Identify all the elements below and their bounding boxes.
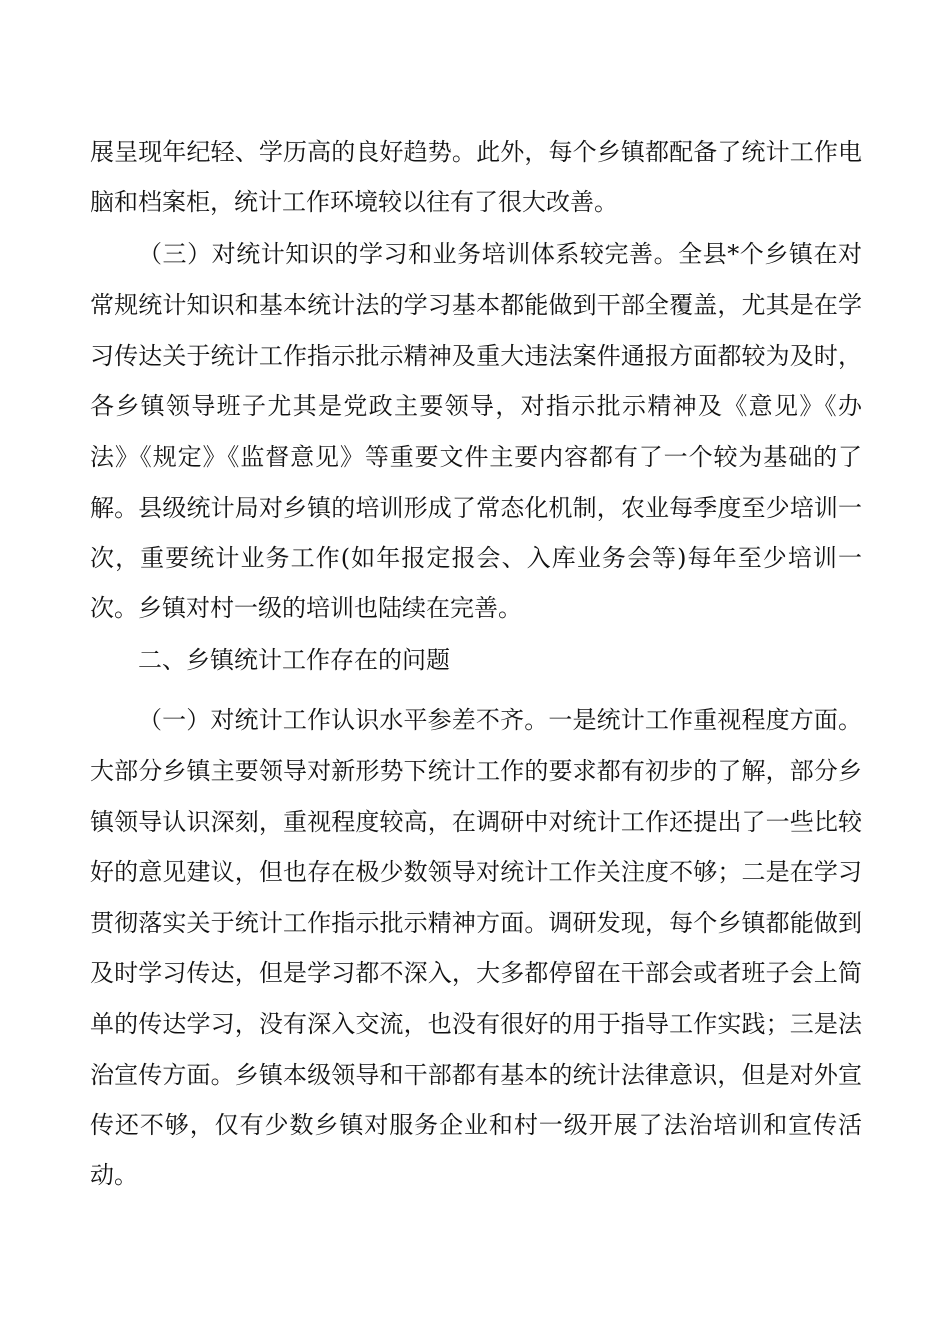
body-text-line: 单的传达学习，没有深入交流，也没有很好的用于指导工作实践；三是法: [90, 1010, 862, 1038]
body-text-line: 习传达关于统计工作指示批示精神及重大违法案件通报方面都较为及时，: [90, 342, 862, 370]
body-text-line: 脑和档案柜，统计工作环境较以往有了很大改善。: [90, 188, 618, 216]
body-text-line: 解。县级统计局对乡镇的培训形成了常态化机制，农业每季度至少培训一: [90, 494, 862, 522]
body-text-line: 动。: [90, 1161, 138, 1189]
body-text-line: 常规统计知识和基本统计法的学习基本都能做到干部全覆盖，尤其是在学: [90, 291, 862, 319]
body-text-line: 展呈现年纪轻、学历高的良好趋势。此外，每个乡镇都配备了统计工作电: [90, 138, 862, 166]
body-text-line: 传还不够，仅有少数乡镇对服务企业和村一级开展了法治培训和宣传活: [90, 1111, 862, 1139]
body-text-line: 贯彻落实关于统计工作指示批示精神方面。调研发现，每个乡镇都能做到: [90, 909, 862, 937]
body-text-line: 镇领导认识深刻，重视程度较高，在调研中对统计工作还提出了一些比较: [90, 808, 862, 836]
section-heading-line: （一）对统计工作认识水平参差不齐。一是统计工作重视程度方面。: [138, 706, 862, 734]
body-text-line: 法》《规定》《监督意见》等重要文件主要内容都有了一个较为基础的了: [90, 443, 862, 471]
body-text-line: 次，重要统计业务工作(如年报定报会、入库业务会等)每年至少培训一: [90, 544, 862, 572]
body-text-line: 各乡镇领导班子尤其是党政主要领导，对指示批示精神及《意见》《办: [90, 392, 862, 420]
section-heading: 二、乡镇统计工作存在的问题: [138, 646, 450, 674]
body-text-line: 好的意见建议，但也存在极少数领导对统计工作关注度不够；二是在学习: [90, 858, 862, 886]
body-text-line: 治宣传方面。乡镇本级领导和干部都有基本的统计法律意识，但是对外宣: [90, 1061, 862, 1089]
body-text-line: 及时学习传达，但是学习都不深入，大多都停留在干部会或者班子会上简: [90, 959, 862, 987]
body-text-line: 次。乡镇对村一级的培训也陆续在完善。: [90, 594, 522, 622]
body-text-line: 大部分乡镇主要领导对新形势下统计工作的要求都有初步的了解，部分乡: [90, 757, 862, 785]
section-heading-line: （三）对统计知识的学习和业务培训体系较完善。全县*个乡镇在对: [138, 240, 862, 268]
